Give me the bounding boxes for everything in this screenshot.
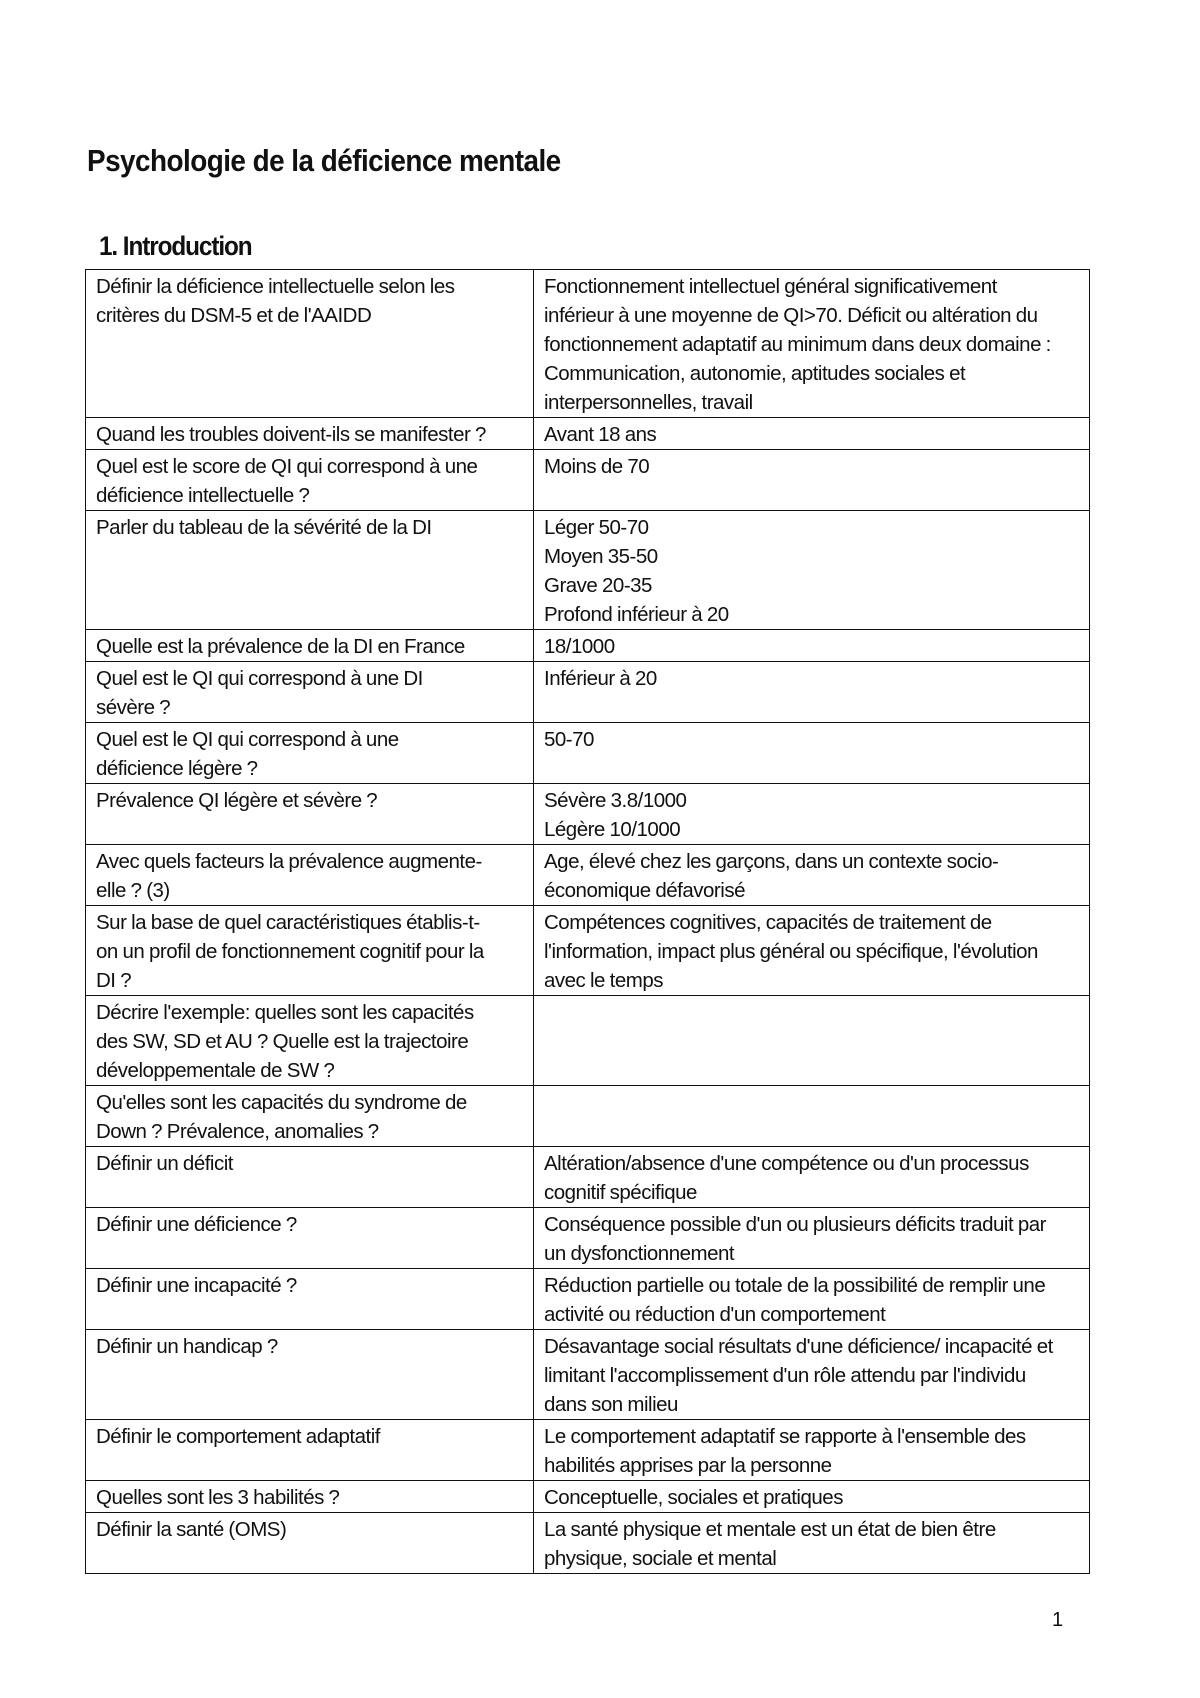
- answer-text-line: avec le temps: [544, 969, 663, 992]
- question-text-line: Parler du tableau de la sévérité de la DI: [96, 516, 432, 539]
- page-title: Psychologie de la déficience mentale: [87, 143, 561, 178]
- question-text-line: Avec quels facteurs la prévalence augmente-: [96, 850, 482, 873]
- answer-cell: [534, 784, 1090, 845]
- answer-cell: [534, 1269, 1090, 1330]
- answer-text-line: Désavantage social résultats d'une déficience/ incapacité et: [544, 1335, 1053, 1358]
- answer-text-line: Le comportement adaptatif se rapporte à l'ensemble des: [544, 1425, 1026, 1448]
- question-cell: [86, 845, 534, 906]
- table-row: [86, 418, 1090, 450]
- question-cell: [86, 1147, 534, 1208]
- answer-text-line: Léger 50-70: [544, 516, 649, 539]
- answer-text-line: Avant 18 ans: [544, 423, 657, 446]
- table-row: [86, 1269, 1090, 1330]
- question-text-line: des SW, SD et AU ? Quelle est la trajectoire: [96, 1030, 469, 1053]
- question-text-line: Qu'elles sont les capacités du syndrome de: [96, 1091, 467, 1114]
- answer-text-line: inférieur à une moyenne de QI>70. Déficit ou altération du: [544, 304, 1038, 327]
- table-row: [86, 630, 1090, 662]
- question-cell: [86, 906, 534, 996]
- question-cell: [86, 662, 534, 723]
- table-row: [86, 662, 1090, 723]
- answer-text-line: Légère 10/1000: [544, 818, 681, 841]
- table-row: [86, 1086, 1090, 1147]
- answer-cell: [534, 845, 1090, 906]
- answer-text-line: dans son milieu: [544, 1393, 678, 1416]
- answer-text-line: Age, élevé chez les garçons, dans un contexte socio-: [544, 850, 999, 873]
- answer-text-line: l'information, impact plus général ou spécifique, l'évolution: [544, 940, 1038, 963]
- answer-cell: [534, 270, 1090, 418]
- qa-table-body: [86, 270, 1090, 1574]
- answer-text-line: 18/1000: [544, 635, 615, 658]
- question-cell: [86, 1481, 534, 1513]
- question-text-line: développementale de SW ?: [96, 1059, 335, 1082]
- question-cell: [86, 1513, 534, 1574]
- question-text-line: Définir une incapacité ?: [96, 1274, 297, 1297]
- question-text-line: déficience légère ?: [96, 757, 258, 780]
- question-text-line: Décrire l'exemple: quelles sont les capacités: [96, 1001, 474, 1024]
- table-row: [86, 450, 1090, 511]
- table-row: [86, 270, 1090, 418]
- question-cell: [86, 630, 534, 662]
- question-text-line: Définir un handicap ?: [96, 1335, 278, 1358]
- answer-text-line: Grave 20-35: [544, 574, 652, 597]
- answer-cell: [534, 1330, 1090, 1420]
- answer-text-line: physique, sociale et mental: [544, 1547, 777, 1570]
- table-row: [86, 511, 1090, 630]
- answer-text-line: Altération/absence d'une compétence ou d'un processus: [544, 1152, 1029, 1175]
- question-text-line: déficience intellectuelle ?: [96, 484, 310, 507]
- question-cell: [86, 418, 534, 450]
- table-row: [86, 1513, 1090, 1574]
- answer-cell: [534, 418, 1090, 450]
- answer-text-line: activité ou réduction d'un comportement: [544, 1303, 886, 1326]
- table-row: [86, 1330, 1090, 1420]
- question-text-line: sévère ?: [96, 696, 171, 719]
- answer-cell: [534, 1208, 1090, 1269]
- table-row: [86, 723, 1090, 784]
- answer-cell: [534, 1513, 1090, 1574]
- page-number: 1: [1052, 1609, 1064, 1631]
- answer-text-line: 50-70: [544, 728, 594, 751]
- qa-table: [85, 269, 1090, 1574]
- question-cell: [86, 270, 534, 418]
- table-row: [86, 784, 1090, 845]
- table-row: [86, 906, 1090, 996]
- question-text-line: critères du DSM-5 et de l'AAIDD: [96, 304, 372, 327]
- question-cell: [86, 1208, 534, 1269]
- answer-text-line: Moins de 70: [544, 455, 650, 478]
- question-cell: [86, 1269, 534, 1330]
- table-row: [86, 996, 1090, 1086]
- question-cell: [86, 1086, 534, 1147]
- answer-text-line: Conceptuelle, sociales et pratiques: [544, 1486, 843, 1509]
- answer-text-line: Réduction partielle ou totale de la possibilité de remplir une: [544, 1274, 1046, 1297]
- question-text-line: Sur la base de quel caractéristiques établis-t-: [96, 911, 480, 934]
- question-text-line: Définir une déficience ?: [96, 1213, 297, 1236]
- question-cell: [86, 1420, 534, 1481]
- question-text-line: DI ?: [96, 969, 132, 992]
- question-text-line: Définir le comportement adaptatif: [96, 1425, 380, 1448]
- answer-cell: [534, 1147, 1090, 1208]
- question-cell: [86, 511, 534, 630]
- answer-text-line: Profond inférieur à 20: [544, 603, 729, 626]
- answer-cell: [534, 1086, 1090, 1147]
- question-cell: [86, 996, 534, 1086]
- question-text-line: Quand les troubles doivent-ils se manifester ?: [96, 423, 486, 446]
- answer-text-line: Compétences cognitives, capacités de traitement de: [544, 911, 992, 934]
- answer-text-line: habilités apprises par la personne: [544, 1454, 832, 1477]
- answer-cell: [534, 996, 1090, 1086]
- answer-text-line: Conséquence possible d'un ou plusieurs déficits traduit par: [544, 1213, 1046, 1236]
- answer-cell: [534, 630, 1090, 662]
- question-text-line: Down ? Prévalence, anomalies ?: [96, 1120, 379, 1143]
- answer-cell: [534, 1481, 1090, 1513]
- question-cell: [86, 450, 534, 511]
- answer-text-line: limitant l'accomplissement d'un rôle attendu par l'individu: [544, 1364, 1026, 1387]
- answer-text-line: fonctionnement adaptatif au minimum dans deux domaine :: [544, 333, 1051, 356]
- answer-text-line: cognitif spécifique: [544, 1181, 697, 1204]
- question-cell: [86, 723, 534, 784]
- question-text-line: Définir la déficience intellectuelle selon les: [96, 275, 455, 298]
- question-text-line: on un profil de fonctionnement cognitif pour la: [96, 940, 484, 963]
- question-text-line: Quelles sont les 3 habilités ?: [96, 1486, 340, 1509]
- question-text-line: elle ? (3): [96, 879, 170, 902]
- answer-text-line: Communication, autonomie, aptitudes sociales et: [544, 362, 966, 385]
- question-text-line: Quelle est la prévalence de la DI en France: [96, 635, 465, 658]
- question-text-line: Quel est le QI qui correspond à une: [96, 728, 399, 751]
- table-row: [86, 1208, 1090, 1269]
- answer-text-line: Sévère 3.8/1000: [544, 789, 687, 812]
- table-row: [86, 1481, 1090, 1513]
- answer-text-line: Moyen 35-50: [544, 545, 658, 568]
- answer-text-line: interpersonnelles, travail: [544, 391, 753, 414]
- question-cell: [86, 1330, 534, 1420]
- answer-cell: [534, 450, 1090, 511]
- question-text-line: Définir la santé (OMS): [96, 1518, 287, 1541]
- answer-cell: [534, 906, 1090, 996]
- section-title: 1. Introduction: [99, 231, 252, 261]
- answer-cell: [534, 511, 1090, 630]
- table-row: [86, 1147, 1090, 1208]
- question-text-line: Définir un déficit: [96, 1152, 233, 1175]
- question-text-line: Quel est le score de QI qui correspond à une: [96, 455, 478, 478]
- answer-text-line: Inférieur à 20: [544, 667, 657, 690]
- answer-cell: [534, 723, 1090, 784]
- question-cell: [86, 784, 534, 845]
- answer-cell: [534, 1420, 1090, 1481]
- answer-text-line: économique défavorisé: [544, 879, 745, 902]
- answer-cell: [534, 662, 1090, 723]
- question-text-line: Quel est le QI qui correspond à une DI: [96, 667, 423, 690]
- table-row: [86, 1420, 1090, 1481]
- question-text-line: Prévalence QI légère et sévère ?: [96, 789, 378, 812]
- answer-text-line: La santé physique et mentale est un état de bien être: [544, 1518, 996, 1541]
- answer-text-line: un dysfonctionnement: [544, 1242, 735, 1265]
- answer-text-line: Fonctionnement intellectuel général significativement: [544, 275, 997, 298]
- table-row: [86, 845, 1090, 906]
